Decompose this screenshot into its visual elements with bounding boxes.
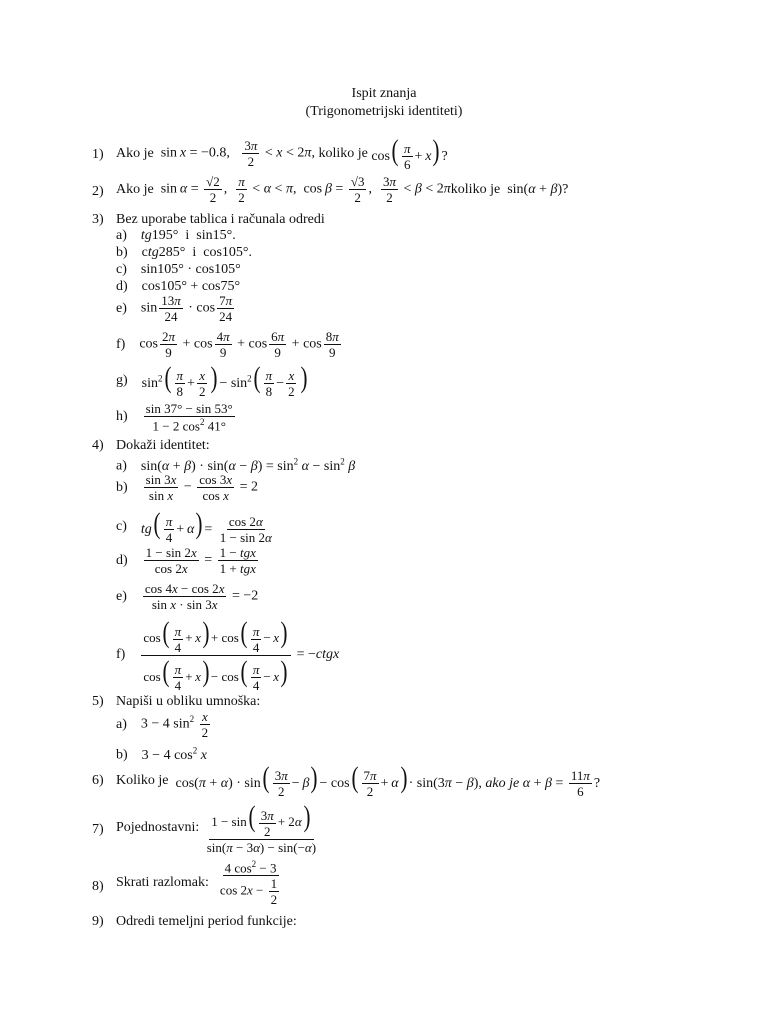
question-9-text: Odredi temeljni period funkcije: bbox=[116, 914, 297, 929]
q4-c: c) tg( $\frac{\pi}{4}$ + α) = $\frac{\cos 2\alpha}{1 - \sin 2\alpha}$ bbox=[116, 507, 272, 546]
q3-b: b) ctg285° i cos105°. bbox=[116, 245, 253, 260]
q4-e: e) $\frac{\cos 4x - \cos 2x}{\text{sin x · sin 3x}}$ = −2 bbox=[116, 581, 259, 612]
question-4-text: Dokaži identitet: bbox=[116, 438, 210, 453]
question-2-number: 2) bbox=[92, 184, 104, 199]
math-q2-condition: sin α = $\frac{√2}{2}$ , $\frac{\pi}{2}$ < α < π, cos β = $\frac{√3}{2}$ , $\frac{3\pi}{2}$ < β < 2π bbox=[160, 174, 451, 205]
question-5-number: 5) bbox=[92, 694, 104, 709]
question-6-number: 6) bbox=[92, 773, 104, 788]
question-7-number: 7) bbox=[92, 822, 104, 837]
math-q8: 4 $\cos^2 - 3$ cos 2x − $\frac{1}{2}$ bbox=[219, 859, 278, 908]
question-3-number: 3) bbox=[92, 212, 104, 227]
math-q1-condition: sin x = −0.8, $\frac{3\pi}{2}$ < x < 2π, bbox=[160, 138, 319, 170]
q3-c: c) sin105° · cos105° bbox=[116, 262, 241, 277]
q3-d: d) cos105° + cos75° bbox=[116, 279, 241, 294]
q3-h: h) $\frac{\sin 37^\circ - \sin 53^\circ}{1 - 2 \cos^2 41^\circ}$ bbox=[116, 401, 233, 434]
q5-a: a) 3 − 4 $\sin^2$ $\frac{x}{2}$ bbox=[116, 709, 209, 740]
question-8-number: 8) bbox=[92, 879, 104, 894]
q5-b: b) 3 − 4 $\cos^2 x$ bbox=[116, 745, 207, 763]
q3-a: a) tg195° i sin15°. bbox=[116, 228, 236, 243]
math-q1-expression: cos( $\frac{\pi}{6}$ + x) ? bbox=[371, 134, 448, 173]
question-1: Ako je sin x = −0.8, $\frac{3\pi}{2}$ < x < 2π, koliko je cos( $\frac{\pi}{6}$ + x) ? bbox=[116, 134, 448, 173]
math-q7: 1 − sin( $\frac{3\pi}{2}$ + 2α) sin(π − 3α) − sin(−α) bbox=[206, 800, 317, 855]
question-9-number: 9) bbox=[92, 914, 104, 929]
q3-g: g) $\sin^2$( $\frac{\pi}{8}$ + $\frac{x}{2}$ ) − $\sin^2$( $\frac{\pi}{8}$ − $\frac{x}{2}$ ) bbox=[116, 361, 308, 400]
question-2: Ako je sin α = $\frac{√2}{2}$ , $\frac{\pi}{2}$ < α < π, cos β = $\frac{√3}{2}$ , $\frac{3\pi}{2}$ < β < 2π koliko je sin(α + β)? bbox=[116, 174, 569, 205]
question-1-number: 1) bbox=[92, 147, 104, 162]
question-8: Skrati razlomak: 4 $\cos^2 - 3$ cos 2x − $\frac{1}{2}$ bbox=[116, 860, 285, 906]
q4-a: a) $\sin(\alpha + \beta) \cdot \sin(\alpha - \beta) = \sin^2 \alpha - \sin^2 \beta$ bbox=[116, 456, 356, 474]
q4-f: f) cos( $\frac{\pi}{4}$ + x) + cos( $\frac{\pi}{4}$ − x) cos( $\frac{\pi}{4}$ + x) − cos( $\frac{\pi}{4}$ − x) = −ctgx bbox=[116, 616, 340, 694]
q3-e: e) sin $\frac{13\pi}{24}$ · cos $\frac{7\pi}{24}$ bbox=[116, 293, 233, 324]
q4-b: b) $\frac{\sin 3x}{\text{sin x}}$ − $\frac{\cos 3x}{\text{cos x}}$ = 2 bbox=[116, 472, 259, 503]
q3-f: f) cos $\frac{2\pi}{9}$ + cos $\frac{4\pi}{9}$ + cos $\frac{6\pi}{9}$ + cos $\frac{8\pi}{9}$ bbox=[116, 329, 339, 360]
q4-d: d) $\frac{1 - \sin 2x}{\cos 2x}$ = $\frac{\text{1 − tgx}}{\text{1 + tgx}}$ bbox=[116, 545, 256, 576]
question-6: Koliko je cos(π + α) · sin( $\frac{3\pi}{2}$ − β) − cos( $\frac{7\pi}{2}$ + α) · sin(3π − β), ako je α + β = $\frac{11\pi}{6}$ ? bbox=[116, 761, 601, 800]
math-q2-expression: sin(α + β)? bbox=[507, 181, 569, 197]
question-5-text: Napiši u obliku umnoška: bbox=[116, 694, 261, 709]
question-3-text: Bez uporabe tablica i računala odredi bbox=[116, 212, 325, 227]
math-q6: cos(π + α) · sin( $\frac{3\pi}{2}$ − β) − cos( $\frac{7\pi}{2}$ + α) · sin(3π − β), ako je α + β = $\frac{11\pi}{6}$ ? bbox=[175, 761, 601, 800]
question-4-number: 4) bbox=[92, 438, 104, 453]
page-subtitle: (Trigonometrijski identiteti) bbox=[305, 104, 463, 119]
question-7: Pojednostavni: 1 − sin( $\frac{3\pi}{2}$ + 2α) sin(π − 3α) − sin(−α) bbox=[116, 802, 320, 854]
page-title: Ispit znanja bbox=[351, 86, 417, 101]
